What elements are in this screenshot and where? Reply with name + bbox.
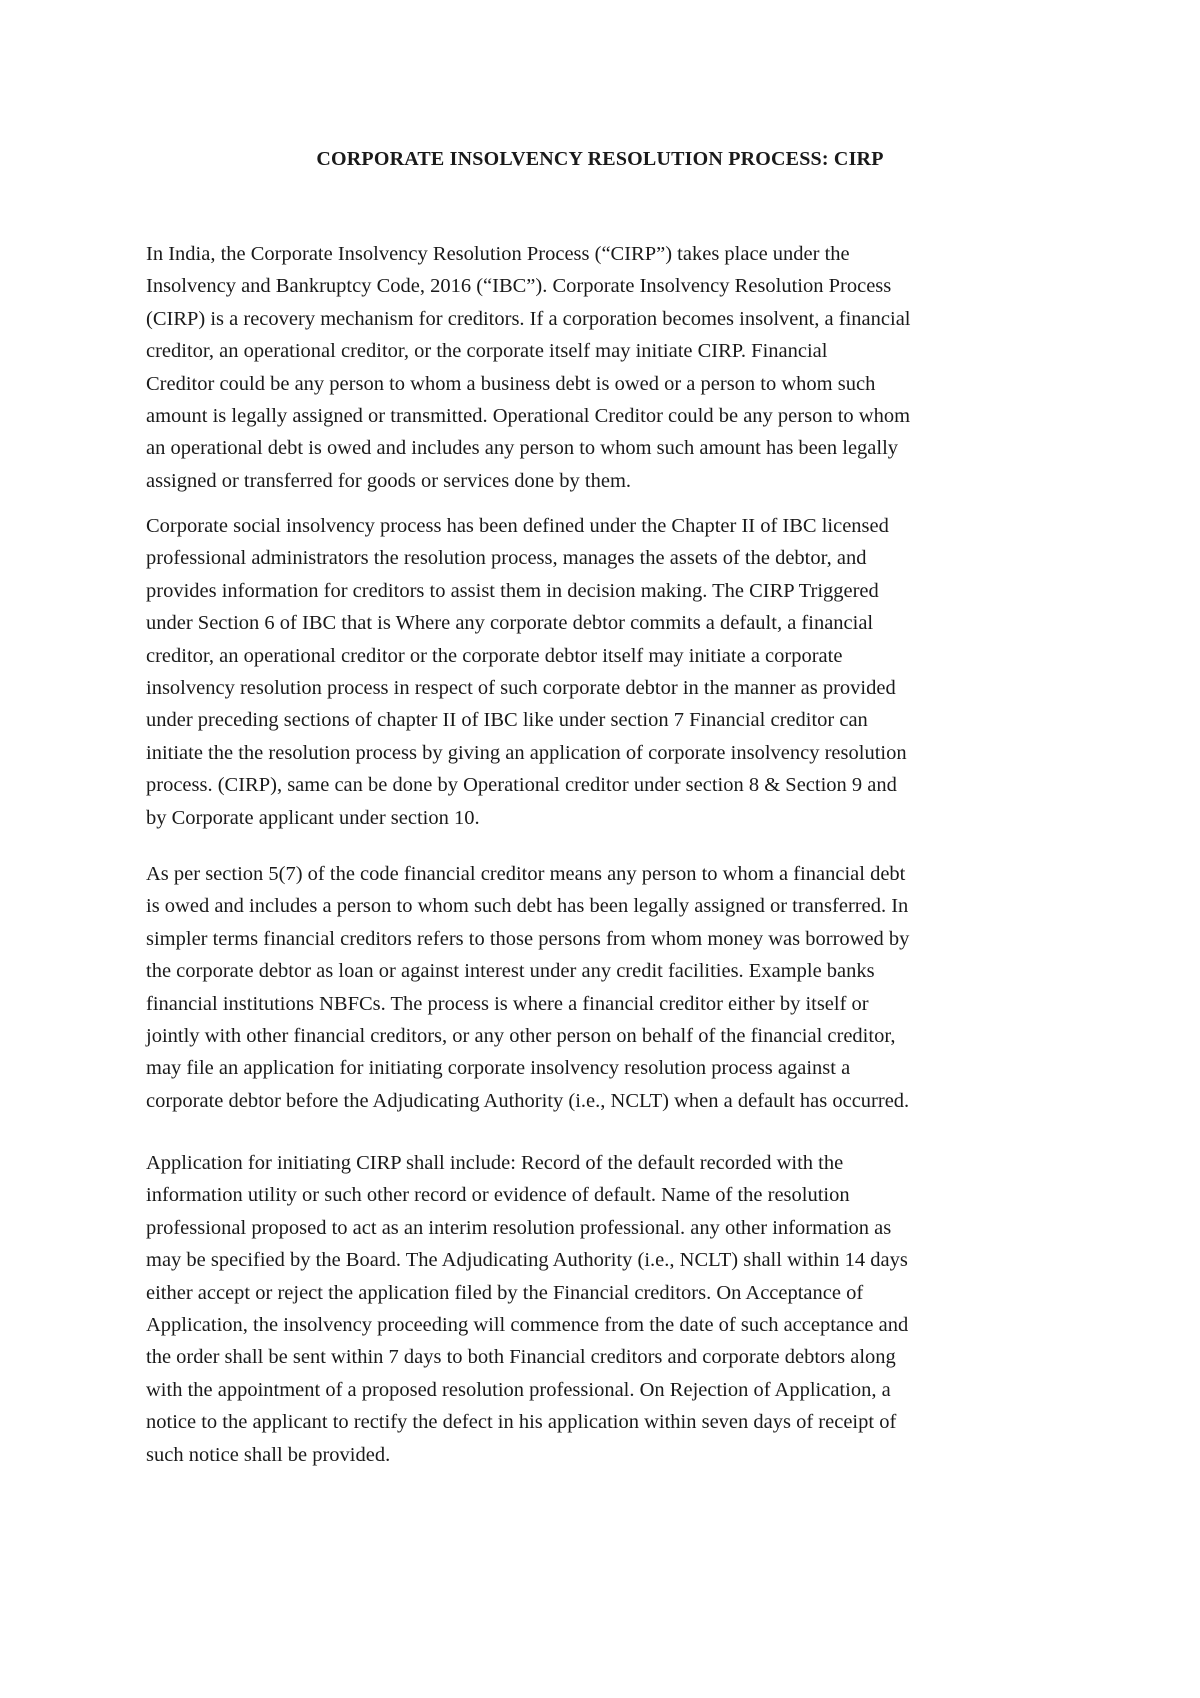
text-line: notice to the applicant to rectify the defect in his application within seven days of receipt of <box>146 1411 897 1434</box>
text-line: may be specified by the Board. The Adjudicating Authority (i.e., NCLT) shall within 14 days <box>146 1249 908 1272</box>
text-line: under preceding sections of chapter II of IBC like under section 7 Financial creditor can <box>146 709 868 732</box>
text-line: provides information for creditors to assist them in decision making. The CIRP Triggered <box>146 579 879 602</box>
text-line: process. (CIRP), same can be done by Operational creditor under section 8 & Section 9 and <box>146 774 897 797</box>
paragraph-definition <box>146 510 1066 834</box>
text-line: Application for initiating CIRP shall include: Record of the default recorded with the <box>146 1152 844 1174</box>
text-line: In India, the Corporate Insolvency Resolution Process (“CIRP”) takes place under the <box>146 243 850 265</box>
text-line: As per section 5(7) of the code financial creditor means any person to whom a financial debt <box>146 863 906 885</box>
text-line: either accept or reject the application filed by the Financial creditors. On Acceptance of <box>146 1281 864 1304</box>
text-line: the order shall be sent within 7 days to both Financial creditors and corporate debtors along <box>146 1346 896 1369</box>
text-line: may file an application for initiating corporate insolvency resolution process against a <box>146 1057 851 1080</box>
paragraph-financial-creditor <box>146 858 1066 1117</box>
text-line: professional proposed to act as an interim resolution professional. any other information as <box>146 1216 892 1239</box>
text-line: by Corporate applicant under section 10. <box>146 806 480 829</box>
text-line: Insolvency and Bankruptcy Code, 2016 (“IBC”). Corporate Insolvency Resolution Process <box>146 275 892 298</box>
text-line: (CIRP) is a recovery mechanism for creditors. If a corporation becomes insolvent, a financial <box>146 307 911 330</box>
text-line: insolvency resolution process in respect of such corporate debtor in the manner as provided <box>146 677 896 700</box>
text-line: Application, the insolvency proceeding will commence from the date of such acceptance and <box>146 1314 909 1337</box>
document-title: CORPORATE INSOLVENCY RESOLUTION PROCESS: CIRP <box>316 148 884 170</box>
text-line: jointly with other financial creditors, or any other person on behalf of the financial creditor, <box>146 1025 896 1048</box>
text-line: initiate the the resolution process by giving an application of corporate insolvency resolution <box>146 741 907 764</box>
paragraph-intro <box>146 238 1066 497</box>
paragraph-application <box>146 1147 1066 1471</box>
text-line: professional administrators the resolution process, manages the assets of the debtor, and <box>146 547 867 570</box>
text-line: corporate debtor before the Adjudicating Authority (i.e., NCLT) when a default has occurred. <box>146 1089 910 1112</box>
text-line: with the appointment of a proposed resolution professional. On Rejection of Application, a <box>146 1378 891 1401</box>
text-line: creditor, an operational creditor or the corporate debtor itself may initiate a corporate <box>146 644 843 667</box>
text-line: the corporate debtor as loan or against interest under any credit facilities. Example banks <box>146 960 875 983</box>
text-line: is owed and includes a person to whom such debt has been legally assigned or transferred. In <box>146 895 909 918</box>
text-line: such notice shall be provided. <box>146 1443 391 1466</box>
text-line: Creditor could be any person to whom a business debt is owed or a person to whom such <box>146 372 876 395</box>
text-line: amount is legally assigned or transmitted. Operational Creditor could be any person to whom <box>146 405 911 428</box>
text-line: under Section 6 of IBC that is Where any corporate debtor commits a default, a financial <box>146 612 874 635</box>
text-line: simpler terms financial creditors refers to those persons from whom money was borrowed by <box>146 927 910 950</box>
text-line: Corporate social insolvency process has been defined under the Chapter II of IBC licensed <box>146 515 889 537</box>
text-line: financial institutions NBFCs. The process is where a financial creditor either by itself or <box>146 992 869 1015</box>
text-line: information utility or such other record or evidence of default. Name of the resolution <box>146 1184 850 1207</box>
text-line: creditor, an operational creditor, or the corporate itself may initiate CIRP. Financial <box>146 340 828 363</box>
text-line: an operational debt is owed and includes any person to whom such amount has been legally <box>146 437 899 460</box>
text-line: assigned or transferred for goods or services done by them. <box>146 469 632 492</box>
